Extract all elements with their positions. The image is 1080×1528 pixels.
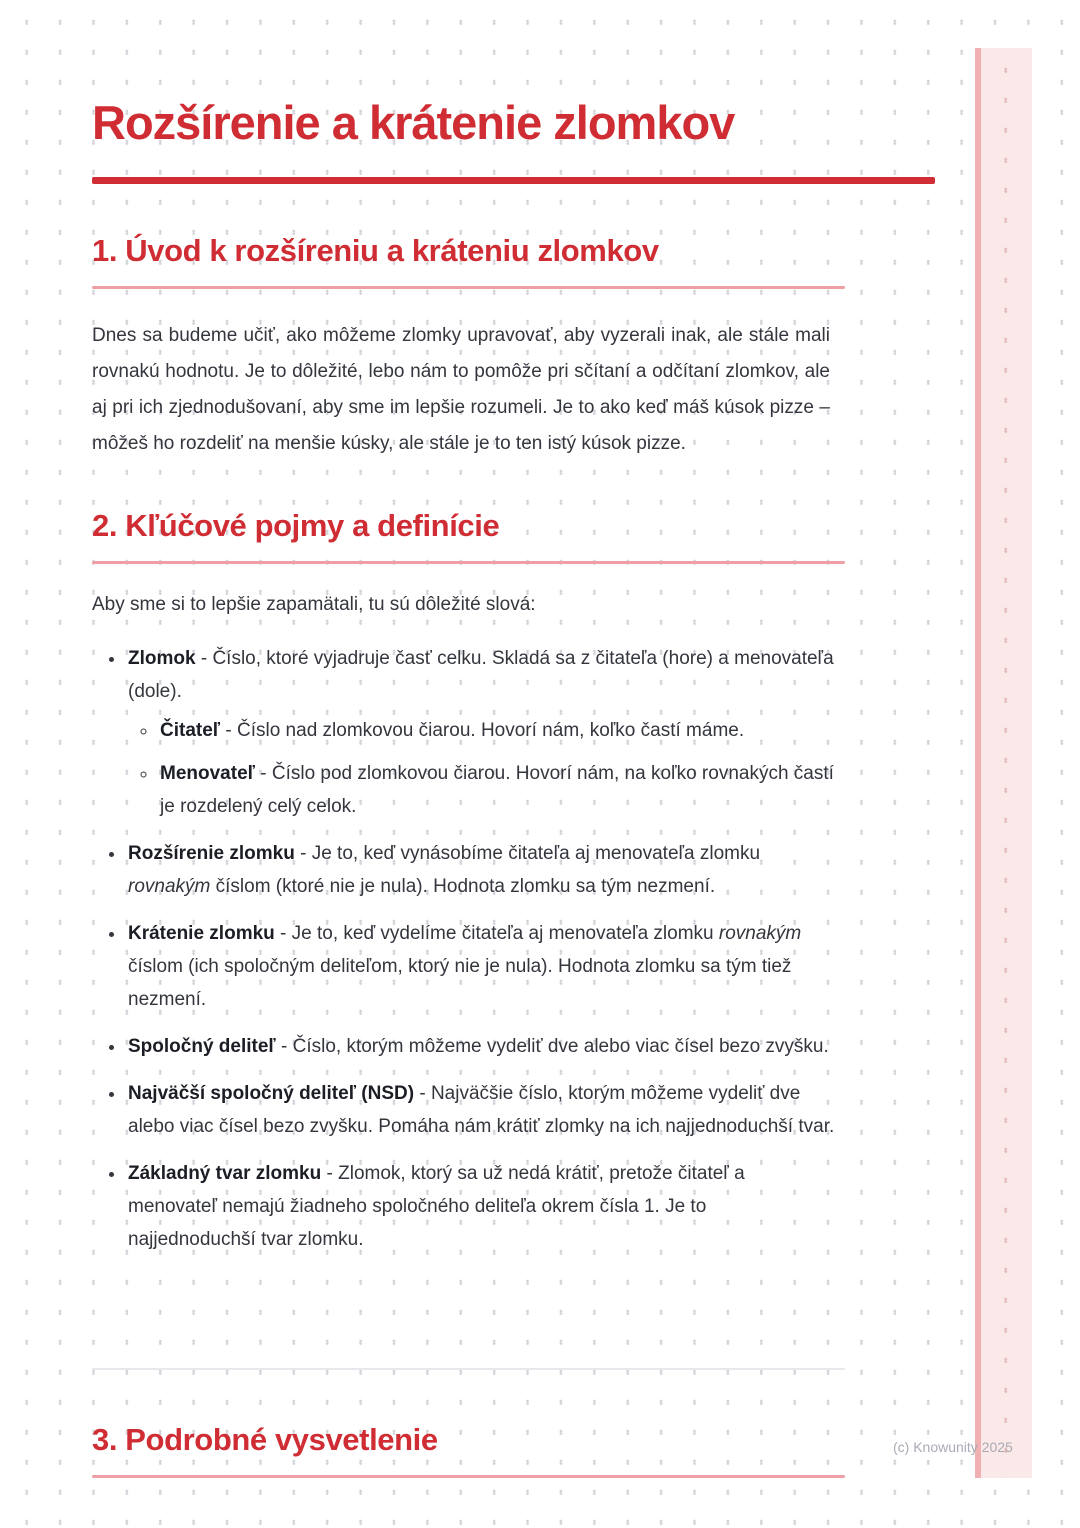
term-item	[126, 1157, 838, 1256]
section-3-rule	[92, 1475, 845, 1478]
term-desc-text: - Je to, keď vynásobíme čitateľa aj menovateľa zlomku	[294, 843, 761, 864]
intro-paragraph: Dnes sa budeme učiť, ako môžeme zlomky upravovať, aby vyzerali inak, ale stále mali rovnakú hodnotu. Je to dôležité, lebo nám to pomôže pri sčítaní a odčítaní zlomkov, ale aj pri ich zjednodušovaní, aby sme im lepšie rozumeli. Je to ako keď máš kúsok pizze – môžeš ho rozdeliť na menšie kúsky, ale stále je to ten istý kúsok pizze.	[92, 325, 830, 454]
subterm-item	[158, 714, 838, 747]
term-item	[126, 837, 838, 903]
document-content	[92, 0, 935, 1457]
section-2-heading: 2. Kľúčové pojmy a definície	[92, 508, 500, 543]
term-desc-text: - Číslo, ktorým môžeme vydeliť dve alebo viac čísel bezo zvyšku.	[275, 1036, 829, 1057]
term-desc-text: - Zlomok, ktorý sa už nedá krátiť, pretože čitateľ a menovateľ nemajú žiadneho spoločného deliteľa okrem čísla 1. Je to najjednoduchší tvar zlomku.	[128, 1163, 745, 1250]
term-item	[126, 1030, 838, 1063]
term-desc-text: - Najväčšie číslo, ktorým môžeme vydeliť dve alebo viac čísel bezo zvyšku. Pomáha nám krátiť zlomky na ich najjednoduchší tvar.	[128, 1083, 835, 1137]
term-item	[126, 642, 838, 823]
section-1-rule	[92, 286, 845, 289]
section-intro	[92, 233, 935, 462]
term-item	[126, 1077, 838, 1143]
section-key-terms	[92, 508, 935, 1256]
term-desc-text: - Číslo, ktoré vyjadruje časť celku. Skladá sa z čitateľa (hore) a menovateľa (dole).	[128, 648, 834, 702]
term-desc-text: - Číslo pod zlomkovou čiarou. Hovorí nám, na koľko rovnakých častí je rozdelený celý celok.	[160, 763, 834, 817]
section-explanation	[92, 1368, 845, 1478]
term-desc-text: - Číslo nad zlomkovou čiarou. Hovorí nám, koľko častí máme.	[220, 720, 745, 741]
term-label: Krátenie zlomku	[128, 923, 275, 944]
term-label: Zlomok	[128, 648, 196, 669]
page-title: Rozšírenie a krátenie zlomkov	[92, 96, 735, 149]
subterms-list	[128, 714, 838, 823]
section-divider	[92, 1368, 845, 1370]
term-desc-text: číslom (ktoré nie je nula). Hodnota zlomku sa tým nezmení.	[210, 876, 716, 897]
subterm-label: Čitateľ	[160, 720, 221, 741]
side-stripe	[975, 48, 1032, 1478]
subterm-item	[158, 757, 838, 823]
title-rule	[92, 177, 935, 184]
term-desc-text: číslom (ich spoločným deliteľom, ktorý nie je nula). Hodnota zlomku sa tým tiež nezmení.	[128, 956, 792, 1010]
term-desc-text: - Je to, keď vydelíme čitateľa aj menovateľa zlomku	[274, 923, 719, 944]
terms-list	[92, 642, 838, 1256]
term-label: Spoločný deliteľ	[128, 1036, 276, 1057]
section-3-heading: 3. Podrobné vysvetlenie	[92, 1422, 438, 1457]
section-1-heading: 1. Úvod k rozšíreniu a kráteniu zlomkov	[92, 233, 659, 268]
term-item	[126, 917, 838, 1016]
term-label: Základný tvar zlomku	[128, 1163, 322, 1184]
term-desc-italic: rovnakým	[128, 876, 211, 897]
term-label: Najväčší spoločný deliteľ (NSD)	[128, 1083, 415, 1104]
terms-intro: Aby sme si to lepšie zapamätali, tu sú dôležité slová:	[92, 594, 536, 615]
subterm-label: Menovateľ	[160, 763, 255, 784]
copyright-note: (c) Knowunity 2025	[893, 1439, 1013, 1455]
section-2-rule	[92, 561, 845, 564]
term-desc-italic: rovnakým	[718, 923, 802, 944]
term-label: Rozšírenie zlomku	[128, 843, 295, 864]
